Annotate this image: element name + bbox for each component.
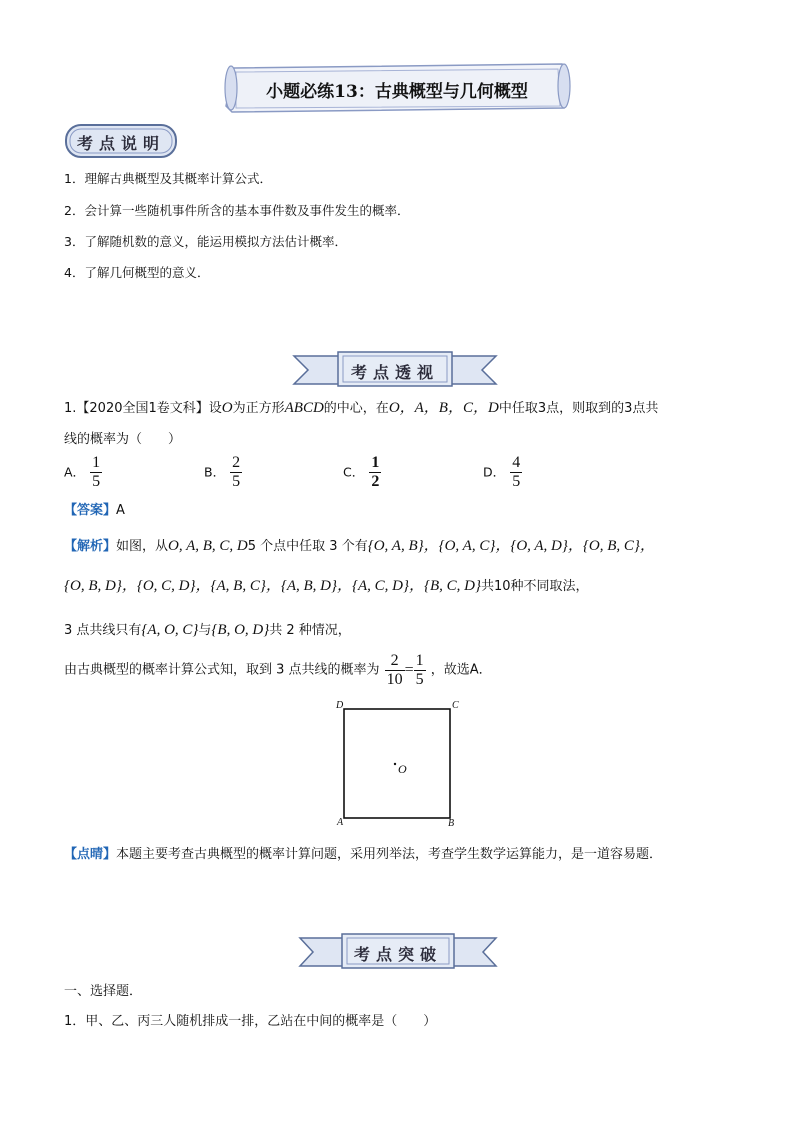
option-label: C． (343, 464, 365, 480)
question-1-line-2: 线的概率为（ ） (64, 432, 182, 447)
objective-item-4: 4．了解几何概型的意义． (64, 265, 210, 280)
analysis-text: ，故选A． (430, 662, 492, 678)
answer-line (64, 502, 125, 520)
analysis-line-3 (64, 621, 351, 640)
comment-text: 本题主要考查古典概型的概率计算问题，采用列举法，考查学生数学运算能力，是一道容易题． (116, 847, 663, 862)
vertex-label-a: A (337, 817, 344, 828)
option-c (343, 454, 381, 494)
vertex-label-d: D (336, 700, 344, 711)
analysis-text: 共 2 种情况， (269, 623, 351, 638)
answer-tag: 【答案】 (64, 503, 117, 518)
square-abcd: ABCD (284, 400, 324, 416)
center-label-o: O (398, 762, 407, 776)
numerator: 2 (385, 652, 405, 671)
vertex-label-b: B (448, 818, 455, 829)
question-1-line-1 (64, 399, 658, 418)
option-label: A． (64, 464, 86, 480)
numerator: 1 (371, 454, 380, 471)
option-label: D． (483, 464, 506, 480)
option-b (204, 454, 242, 494)
comment-line (64, 846, 662, 864)
numerator: 1 (415, 652, 424, 669)
denominator: 5 (232, 473, 241, 490)
question-source: 1.【2020全国1卷文科】设 (64, 401, 222, 416)
objective-item-2: 2．会计算一些随机事件所含的基本事件数及事件发生的概率． (64, 203, 410, 218)
objective-item-3: 3．了解随机数的意义，能运用模拟方法估计概率． (64, 234, 347, 249)
numerator: 4 (512, 454, 521, 471)
badge-label: 考点说明 (76, 134, 165, 153)
objective-item-1: 1．理解古典概型及其概率计算公式． (64, 171, 272, 186)
analysis-tag: 【解析】 (64, 539, 117, 554)
analysis-text: 由古典概型的概率计算公式知，取到 3 点共线的概率为 (64, 662, 380, 678)
math-set: {B, O, D} (211, 622, 270, 638)
denominator: 5 (415, 671, 424, 688)
option-fraction (369, 454, 381, 491)
point-o: O (221, 400, 233, 416)
math-sets: {O, A, B}，{O, A, C}，{O, A, D}，{O, B, C}， (367, 538, 655, 554)
math-sets: {O, B, D}，{O, C, D}，{A, B, C}，{A, B, D}，{A, C, D}，{B, C, D} (64, 578, 481, 594)
section-badge-explanation (64, 122, 178, 160)
fraction-2-10 (385, 652, 405, 689)
page-title: 小题必练13：古典概型与几何概型 (266, 82, 528, 102)
question-text: 的中心，在 (323, 401, 389, 416)
analysis-text: 3 点共线只有 (64, 623, 142, 638)
section-ribbon-perspective (292, 350, 498, 390)
option-label: B． (204, 464, 226, 480)
option-a (64, 454, 102, 494)
numerator: 2 (232, 454, 241, 471)
analysis-text: 共10种不同取法， (480, 579, 589, 594)
analysis-text: 与 (198, 623, 212, 638)
comment-tag: 【点晴】 (64, 847, 117, 862)
answer-value: A (116, 503, 125, 518)
analysis-line-2 (64, 577, 589, 596)
fraction-1-5 (414, 652, 426, 689)
analysis-text: 如图，从 (116, 539, 169, 554)
section-ribbon-breakthrough (298, 932, 498, 972)
analysis-line-4 (64, 652, 492, 692)
denominator: 2 (371, 473, 380, 490)
exercise-question-1: 1．甲、乙、丙三人随机排成一排，乙站在中间的概率是（ ） (64, 1014, 437, 1029)
denominator: 10 (386, 671, 403, 688)
denominator: 5 (92, 473, 101, 490)
option-d (483, 454, 522, 494)
question-text: 为正方形 (232, 401, 285, 416)
equals-sign: = (404, 661, 414, 679)
analysis-text: 5 个点中任取 3 个有 (247, 539, 368, 554)
math-points: O, A, B, C, D (168, 538, 248, 554)
vertex-label-c: C (452, 700, 459, 711)
option-fraction (90, 454, 102, 491)
square-figure (334, 700, 464, 832)
question-text: 中任取3点，则取到的3点共 (498, 401, 659, 416)
denominator: 5 (512, 473, 521, 490)
numerator: 1 (92, 454, 101, 471)
title-banner (222, 58, 572, 118)
section-heading: 一、选择题． (64, 984, 143, 999)
point-set: O，A，B，C，D (388, 400, 499, 416)
ribbon-label: 考点突破 (353, 945, 442, 964)
math-set: {A, O, C} (141, 622, 199, 638)
option-fraction (510, 454, 522, 491)
option-fraction (230, 454, 242, 491)
analysis-line-1 (64, 537, 655, 556)
ribbon-label: 考点透视 (350, 363, 439, 382)
